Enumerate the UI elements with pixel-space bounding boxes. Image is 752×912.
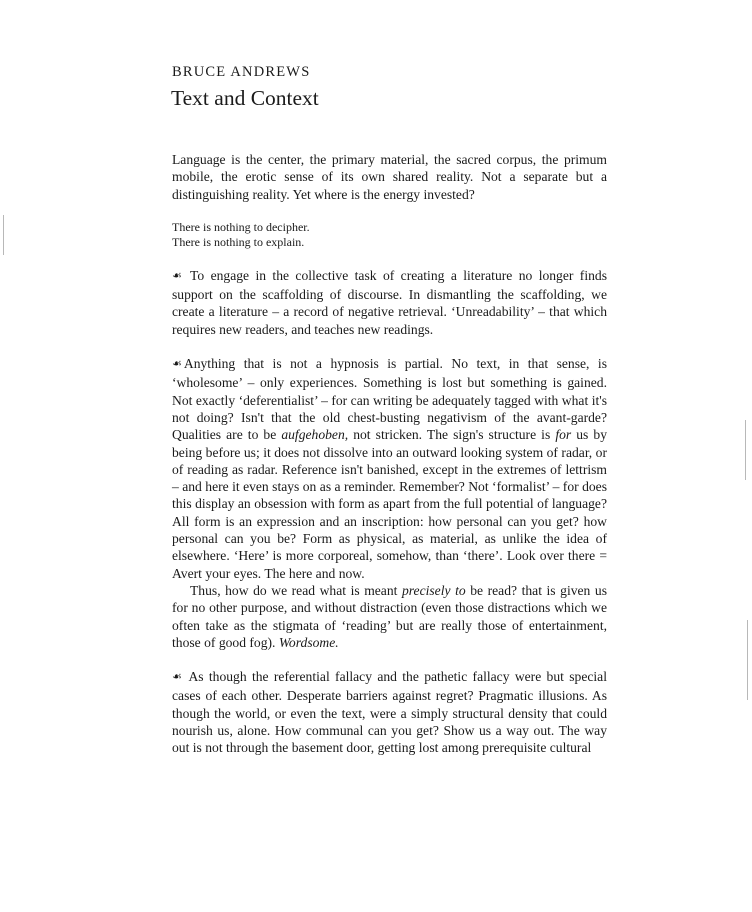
paragraph-3-text-a: Anything that is not a hypnosis is partial. No text, in that sense, is ‘wholesome’ – only experiences. Something is lost but something is gained. Not exactly ‘deferentialist’ – for can writing be adequately tagged with what it's not doing? Isn't that the old chest-busting negativism of the avant-garde? Qualities are to be [172, 356, 607, 443]
paragraph-1: Language is the center, the primary material, the sacred corpus, the primum mobile, the erotic sense of its own shared reality. Not a separate but a distinguishing reality. Yet where is the energy invested? [172, 152, 607, 202]
ornament-icon: ☙ [172, 671, 182, 684]
margin-mark [3, 215, 4, 255]
paragraph-3-italic-aufgehoben: aufgehoben, [281, 427, 349, 443]
author-name: BRUCE ANDREWS [172, 64, 311, 80]
paragraph-4-text-b: be read? that is given us for no other purpose, and without distraction (even those distractions which we often take as the stigmata of ‘reading’ but are really those of entertainment, those of good fog). [172, 582, 607, 650]
paragraph-5-text: As though the referential fallacy and the pathetic fallacy were but special cases of each other. Desperate barriers against regret? Pragmatic illusions. As though the world, or even the text, were a simply structural density that could nourish us, alone. How communal can you get? Show us a way out. The way out is not through the basement door, getting lost among prerequisite cultural [172, 669, 607, 756]
paragraph-3 [172, 355, 607, 582]
essay-body [172, 151, 607, 757]
paragraph-4-italic-wordsome: Wordsome. [278, 634, 339, 650]
paragraph-3-text-c: us by being before us; it does not dissolve into an outward looking system of radar, or of reading as radar. Reference isn't banished, except in the extremes of lettrism – and here it even stays on as a reminder. Remember? Not ‘formalist’ – for does this display an obsession with form as apart from the full potential of language? All form is an expression and an inscription: how personal can you get? how personal can you be? Form as physical, as material, as unlike the idea of elsewhere. ‘Here’ is more corporeal, somehow, than ‘there’. Look over there = Avert your eyes. The here and now. [172, 427, 607, 581]
quote-line-1: There is nothing to decipher. [172, 219, 310, 234]
paragraph-2-text: To engage in the collective task of creating a literature no longer finds support on the scaffolding of discourse. In dismantling the scaffolding, we create a literature – a record of negative retrieval. ‘Unreadability’ – that which requires new readers, and teaches new readings. [172, 267, 607, 337]
paragraph-3-italic-for: for [555, 427, 572, 443]
margin-mark [747, 620, 748, 700]
paragraph-4-text-a: Thus, how do we read what is meant [190, 582, 402, 598]
paragraph-3-text-b: not stricken. The sign's structure is [348, 427, 556, 443]
paragraph-4-italic-precisely: precisely to [401, 582, 466, 598]
margin-mark [745, 420, 746, 480]
paragraph-2 [172, 267, 607, 338]
paragraph-4 [172, 582, 607, 651]
ornament-icon: ☙ [172, 358, 182, 371]
paragraph-5 [172, 668, 607, 756]
ornament-icon: ☙ [172, 269, 182, 282]
quote-line-2: There is nothing to explain. [172, 234, 305, 249]
essay-title: Text and Context [171, 86, 319, 110]
